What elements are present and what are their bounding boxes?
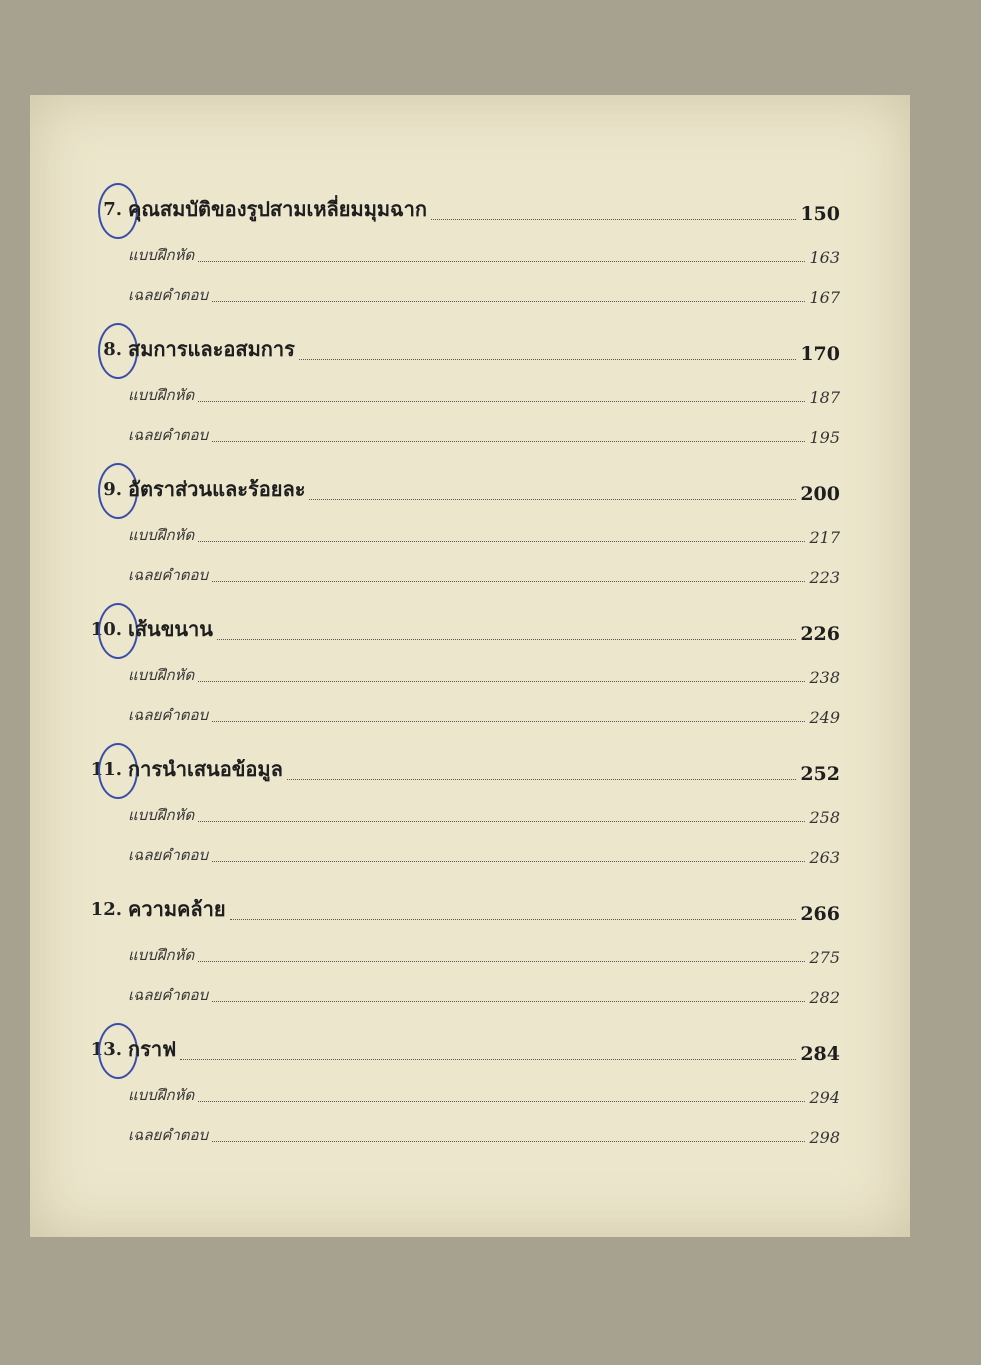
entry-page-number: 258 [809, 808, 840, 827]
toc-entry-row[interactable] [30, 517, 910, 547]
toc-chapter-row[interactable] [30, 755, 910, 785]
dot-leader [212, 300, 805, 302]
toc-entry-row[interactable] [30, 1117, 910, 1147]
chapter-page-number: 226 [800, 623, 840, 645]
entry-page-number: 294 [809, 1088, 840, 1107]
chapter-title: การนำเสนอข้อมูล [128, 757, 283, 781]
chapter-number: 13. [90, 1039, 122, 1060]
entry-page-number: 263 [809, 848, 840, 867]
toc-entry-row[interactable] [30, 937, 910, 967]
entry-label: เฉลยคำตอบ [128, 706, 209, 724]
chapter-number: 11. [90, 759, 122, 780]
entry-label: เฉลยคำตอบ [128, 846, 209, 864]
entry-label: แบบฝึกหัด [128, 526, 195, 544]
dot-leader [198, 960, 805, 962]
dot-leader [180, 1058, 796, 1060]
toc-chapter [30, 335, 910, 475]
dot-leader [230, 918, 797, 920]
entry-page-number: 167 [809, 288, 840, 307]
chapter-page-number: 200 [800, 483, 840, 505]
chapter-page-number: 266 [800, 903, 840, 925]
toc-entry-row[interactable] [30, 377, 910, 407]
chapter-number: 9. [103, 479, 122, 500]
entry-page-number: 298 [809, 1128, 840, 1147]
dot-leader [309, 498, 796, 500]
dot-leader [299, 358, 796, 360]
entry-label: เฉลยคำตอบ [128, 1126, 209, 1144]
entry-label: เฉลยคำตอบ [128, 986, 209, 1004]
chapter-number: 8. [103, 339, 122, 360]
toc-chapter-row[interactable] [30, 475, 910, 505]
toc-chapter-row[interactable] [30, 335, 910, 365]
dot-leader [198, 1100, 805, 1102]
dot-leader [212, 580, 805, 582]
chapter-page-number: 252 [800, 763, 840, 785]
chapter-page-number: 284 [800, 1043, 840, 1065]
entry-label: แบบฝึกหัด [128, 666, 195, 684]
toc-entry-row[interactable] [30, 237, 910, 267]
toc-chapter [30, 615, 910, 755]
dot-leader [287, 778, 796, 780]
chapter-page-number: 170 [800, 343, 840, 365]
chapter-number: 7. [103, 199, 122, 220]
dot-leader [212, 440, 805, 442]
toc-chapter [30, 475, 910, 615]
chapter-title: สมการและอสมการ [128, 337, 295, 361]
chapter-title: อัตราส่วนและร้อยละ [128, 477, 306, 501]
entry-page-number: 187 [809, 388, 840, 407]
entry-label: แบบฝึกหัด [128, 806, 195, 824]
dot-leader [198, 400, 805, 402]
toc-entry-row[interactable] [30, 977, 910, 1007]
chapter-number: 10. [90, 619, 122, 640]
chapter-title: เส้นขนาน [128, 617, 213, 641]
toc-chapter [30, 195, 910, 335]
dot-leader [212, 1000, 805, 1002]
toc-entry-row[interactable] [30, 797, 910, 827]
entry-page-number: 275 [809, 948, 840, 967]
toc-entry-row[interactable] [30, 557, 910, 587]
toc-chapter-row[interactable] [30, 195, 910, 225]
toc-entry-row[interactable] [30, 277, 910, 307]
chapter-number: 12. [90, 899, 122, 920]
dot-leader [212, 1140, 805, 1142]
dot-leader [431, 218, 796, 220]
chapter-title: ความคล้าย [128, 897, 226, 921]
entry-label: เฉลยคำตอบ [128, 286, 209, 304]
toc-entry-row[interactable] [30, 837, 910, 867]
toc-chapter [30, 1035, 910, 1175]
chapter-title: คุณสมบัติของรูปสามเหลี่ยมมุมฉาก [128, 197, 428, 221]
entry-label: แบบฝึกหัด [128, 246, 195, 264]
entry-label: แบบฝึกหัด [128, 386, 195, 404]
chapter-page-number: 150 [800, 203, 840, 225]
table-of-contents [30, 95, 910, 1237]
toc-entry-row[interactable] [30, 697, 910, 727]
dot-leader [198, 260, 805, 262]
toc-entry-row[interactable] [30, 657, 910, 687]
entry-page-number: 282 [809, 988, 840, 1007]
dot-leader [217, 638, 796, 640]
dot-leader [198, 680, 805, 682]
dot-leader [212, 860, 805, 862]
entry-page-number: 238 [809, 668, 840, 687]
entry-label: แบบฝึกหัด [128, 946, 195, 964]
toc-chapter [30, 895, 910, 1035]
entry-label: เฉลยคำตอบ [128, 566, 209, 584]
toc-chapter-row[interactable] [30, 1035, 910, 1065]
toc-chapter [30, 755, 910, 895]
entry-page-number: 195 [809, 428, 840, 447]
entry-page-number: 249 [809, 708, 840, 727]
entry-label: เฉลยคำตอบ [128, 426, 209, 444]
entry-page-number: 217 [809, 528, 840, 547]
toc-entry-row[interactable] [30, 417, 910, 447]
toc-page [30, 95, 910, 1237]
toc-entry-row[interactable] [30, 1077, 910, 1107]
dot-leader [212, 720, 805, 722]
dot-leader [198, 540, 805, 542]
dot-leader [198, 820, 805, 822]
entry-label: แบบฝึกหัด [128, 1086, 195, 1104]
entry-page-number: 163 [809, 248, 840, 267]
chapter-title: กราฟ [128, 1037, 177, 1061]
toc-chapter-row[interactable] [30, 895, 910, 925]
entry-page-number: 223 [809, 568, 840, 587]
toc-chapter-row[interactable] [30, 615, 910, 645]
